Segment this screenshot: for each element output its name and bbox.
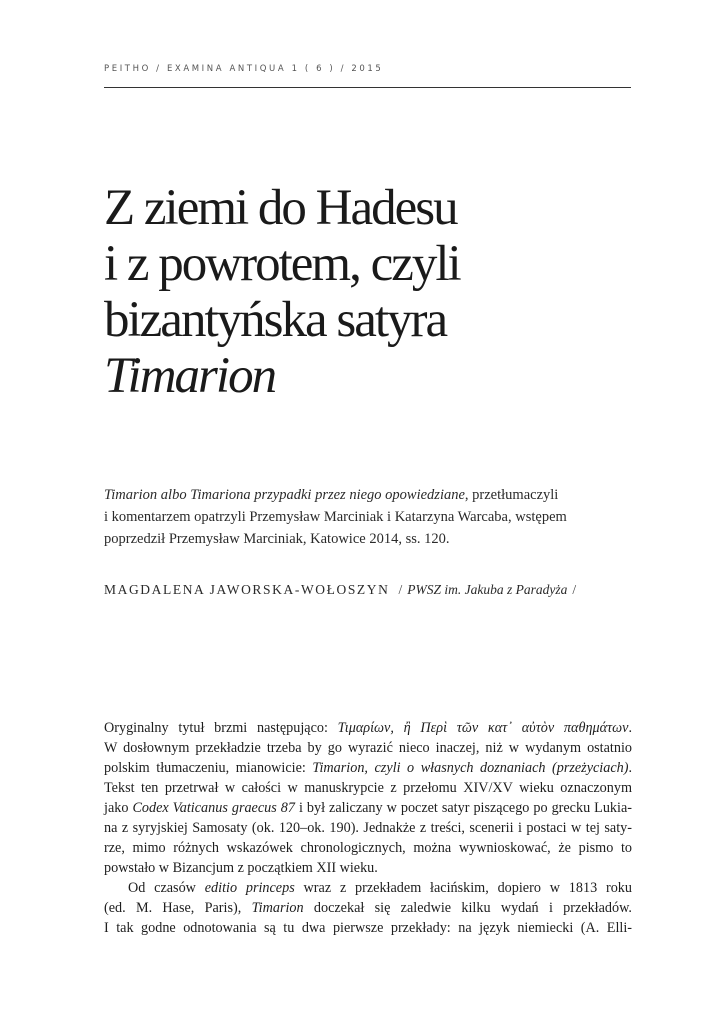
title-line-1: Z ziemi do Hadesu	[104, 180, 457, 236]
author-line	[104, 581, 632, 599]
codex-name: Codex Vaticanus graecus 87	[132, 800, 295, 816]
body-text-run: polskim tłumaczeniu, mianowicie:	[104, 760, 313, 776]
body-line: I tak godne odnotowania są tu dwa pierwsze przekłady: na język niemiecki (A. Elli-	[104, 920, 632, 936]
body-line: W dosłownym przekładzie trzeba by go wyrazić nieco inaczej, niż w wydanym ostatnio	[104, 740, 632, 756]
body-line: rze, mimo różnych wskazówek chronologicznych, można wywnioskować, że pismo to	[104, 840, 632, 856]
article-body	[104, 718, 632, 938]
body-text-run: Oryginalny tytuł brzmi następująco:	[104, 720, 338, 736]
header-rule	[104, 87, 631, 88]
review-line-3: poprzedził Przemysław Marciniak, Katowice 2014, ss. 120.	[104, 531, 450, 547]
review-line-1-rest: , przetłumaczyli	[464, 487, 559, 503]
body-text-run: .	[628, 720, 632, 736]
editio-princeps: editio princeps	[204, 880, 295, 896]
body-line: Tekst ten przetrwał w całości w manuskrypcie z przełomu XIV/XV wieku oznaczonym	[104, 780, 632, 796]
review-line-1	[104, 484, 632, 506]
review-book-title: Timarion albo Timariona przypadki przez niego opowiedziane	[104, 487, 465, 503]
timarion-italic: Timarion	[251, 900, 304, 916]
reviewed-book-reference	[104, 484, 632, 550]
title-line-3: bizantyńska satyra	[104, 292, 447, 348]
body-line	[104, 798, 632, 818]
body-line: na z syryjskiej Samosaty (ok. 120–ok. 190). Jednakże z treści, scenerii i postaci w tej saty-	[104, 820, 632, 836]
polish-title: Timarion, czyli o własnych doznaniach (przeżyciach)	[312, 760, 629, 776]
author-separator-1: /	[398, 582, 403, 597]
greek-title: Τιμαρίων, ἢ Περὶ τῶν κατ᾽ αὐτὸν παθημάτων	[337, 720, 629, 736]
review-line-2: i komentarzem opatrzyli Przemysław Marciniak i Katarzyna Warcaba, wstępem	[104, 509, 567, 525]
body-text-run: i był zaliczany w poczet satyr piszącego po grecku Lukia-	[294, 800, 632, 816]
body-text-run: (ed. M. Hase, Paris),	[104, 900, 252, 916]
body-text-run: wraz z przekładem łacińskim, dopiero w 1813 roku	[294, 880, 632, 896]
author-separator-2: /	[572, 582, 577, 597]
article-title	[104, 180, 624, 404]
body-text-run: doczekał się zaledwie kilku wydań i przekładów.	[303, 900, 632, 916]
author-name: MAGDALENA JAWORSKA-WOŁOSZYN	[104, 582, 390, 597]
author-affiliation: PWSZ im. Jakuba z Paradyża	[407, 582, 568, 597]
body-line: powstało w Bizancjum z początkiem XII wieku.	[104, 860, 378, 876]
title-line-4: Timarion	[104, 348, 276, 404]
body-line	[104, 758, 632, 778]
body-text-run: jako	[104, 800, 133, 816]
body-line	[104, 898, 632, 918]
body-line	[104, 718, 632, 738]
running-head: PEITHO / EXAMINA ANTIQUA 1 ( 6 ) / 2015	[104, 64, 384, 74]
body-text-run: Od czasów	[128, 880, 205, 896]
body-line	[104, 878, 632, 898]
title-line-2: i z powrotem, czyli	[104, 236, 460, 292]
body-text-run: .	[628, 760, 632, 776]
